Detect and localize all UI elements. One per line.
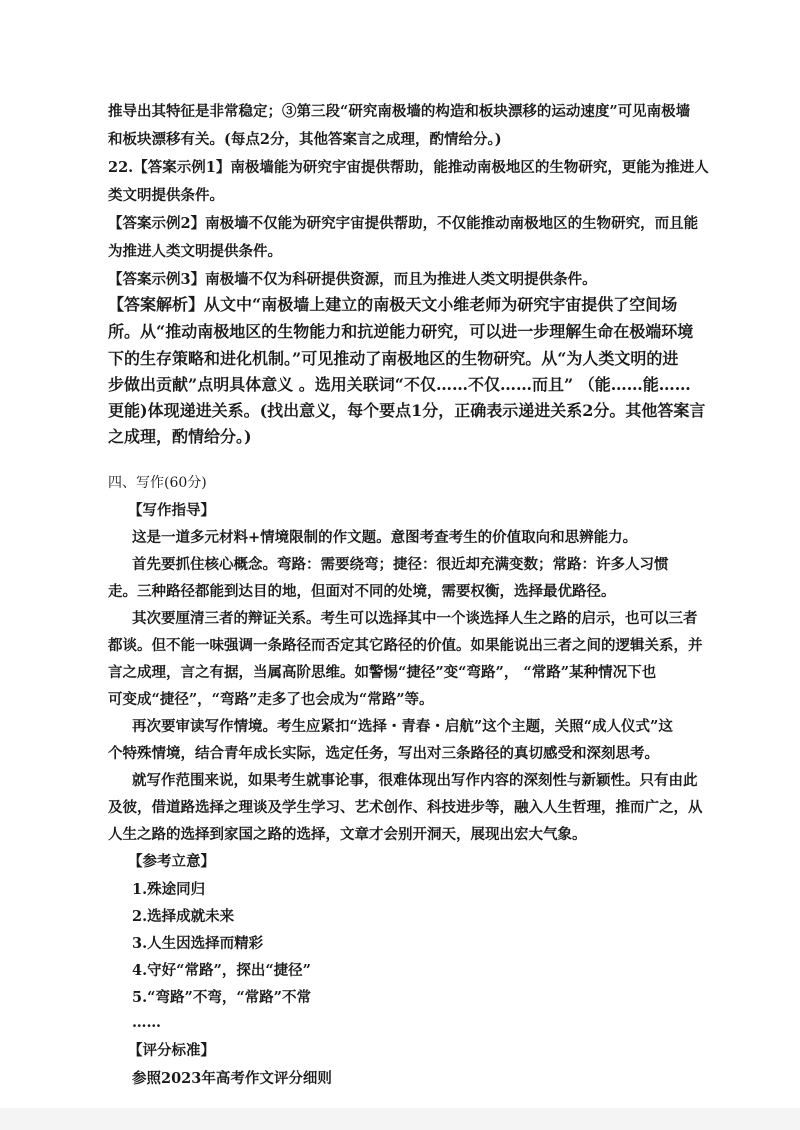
text-line: 人生之路的选择到家国之路的选择，文章才会别开洞天，展现出宏大气象。: [108, 826, 587, 843]
text-line: 参照2023年高考作文评分细则: [132, 1070, 332, 1087]
text-line: 个特殊情境，结合青年成长实际，选定任务，写出对三条路径的真切感受和深刻思考。: [108, 745, 659, 762]
text-line: 首先要抓住核心概念。弯路：需要绕弯；捷径：很近却充满变数；常路：许多人习惯: [132, 556, 669, 573]
text-line: 步做出贡献”点明具体意义 。选用关联词“不仅……不仅……而且” （能……能……: [108, 375, 691, 394]
text-line: 都谈。但不能一味强调一条路径而否定其它路径的价值。如果能说出三者之间的逻辑关系，并: [108, 637, 703, 654]
theme-item: 3.人生因选择而精彩: [132, 935, 264, 952]
scan-bottom-edge: [0, 1108, 800, 1130]
text-line: 就写作范围来说，如果考生就事论事，很难体现出写作内容的深刻性与新颖性。只有由此: [132, 772, 698, 789]
section-heading-writing: 四、写作(60分): [108, 475, 207, 491]
text-line: 及彼，借道路选择之理谈及学生学习、艺术创作、科技进步等，融入人生哲理，推而广之，从: [108, 799, 703, 816]
text-line: 走。三种路径都能到达目的地，但面对不同的处境，需要权衡，选择最优路径。: [108, 583, 616, 600]
answer-analysis-line: 【答案解析】从文中“南极墙上建立的南极天文小维老师为研究宇宙提供了空间场: [108, 295, 678, 314]
text-line: 再次要审读写作情境。考生应紧扣“选择・青春・启航”这个主题，关照“成人仪式”这: [132, 718, 673, 735]
text-line: 可变成“捷径”，“弯路”走多了也会成为“常路”等。: [108, 691, 434, 708]
answer-22-line: 22.【答案示例1】南极墙能为研究宇宙提供帮助，能推动南极地区的生物研究，更能为推进人: [108, 159, 709, 176]
text-line: 推导出其特征是非常稳定；③第三段“研究南极墙的构造和板块漂移的运动速度”可见南极墙: [108, 103, 691, 120]
ellipsis: ……: [132, 1014, 161, 1031]
subheading-writing-guide: 【写作指导】: [128, 502, 215, 519]
subheading-scoring-criteria: 【评分标准】: [128, 1042, 215, 1059]
text-line: 这是一道多元材料+情境限制的作文题。意图考查考生的价值取向和思辨能力。: [132, 529, 638, 546]
text-line: 和板块漂移有关。(每点2分，其他答案言之成理，酌情给分。): [108, 131, 502, 148]
text-line: 为推进人类文明提供条件。: [108, 243, 282, 260]
theme-item: 2.选择成就未来: [132, 908, 235, 925]
text-line: 之成理，酌情给分。): [108, 427, 252, 446]
theme-item: 1.殊途同归: [132, 881, 206, 898]
text-line: 其次要厘清三者的辩证关系。考生可以选择其中一个谈选择人生之路的启示，也可以三者: [132, 610, 698, 627]
text-line: 【答案示例3】南极墙不仅为科研提供资源，而且为推进人类文明提供条件。: [108, 271, 597, 288]
text-line: 言之成理，言之有据，当属高阶思维。如警惕“捷径”变“弯路”， “常路”某种情况下也: [108, 664, 657, 681]
text-line: 所。从“推动南极地区的生物能力和抗逆能力研究，可以进一步理解生命在极端环境: [108, 322, 694, 341]
text-line: 【答案示例2】南极墙不仅能为研究宇宙提供帮助，不仅能推动南极地区的生物研究，而且能: [108, 215, 699, 232]
text-line: 类文明提供条件。: [108, 187, 224, 204]
theme-item: 4.守好“常路”，探出“捷径”: [132, 962, 311, 979]
text-line: 更能)体现递进关系。(找出意义，每个要点1分，正确表示递进关系2分。其他答案言: [108, 401, 706, 420]
subheading-reference-themes: 【参考立意】: [128, 853, 215, 870]
text-line: 下的生存策略和进化机制。”可见推动了南极地区的生物研究。从“为人类文明的进: [108, 349, 679, 368]
theme-item: 5.“弯路”不弯，“常路”不常: [132, 989, 311, 1006]
